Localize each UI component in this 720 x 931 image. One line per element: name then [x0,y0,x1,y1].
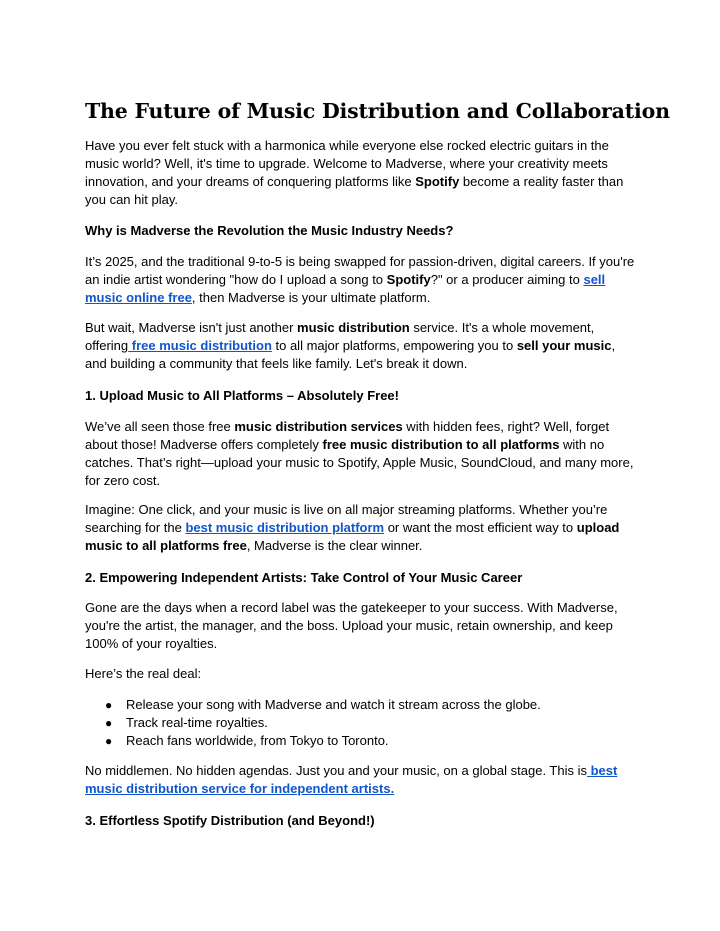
list-item-text: Reach fans worldwide, from Tokyo to Toronto. [126,733,389,748]
text-line: Imagine: One click, and your music is live on all major streaming platforms. Whether you’re [85,502,608,517]
list-item-text: Release your song with Madverse and watch it stream across the globe. [126,697,541,712]
section-heading-1: 1. Upload Music to All Platforms – Absolutely Free! [85,388,399,403]
bold-text: music distribution services [234,419,403,434]
best-music-distribution-service-link[interactable]: music distribution service for independent artists [85,781,391,796]
text-line [85,519,635,537]
text-run: , [611,338,616,353]
text-line [85,762,635,780]
bold-text: music distribution [297,320,410,335]
text-line [85,271,635,289]
text-run: or want the most efficient way to [384,520,577,535]
bold-text: free music distribution to all platforms [322,437,560,452]
text-run: offering [85,338,129,353]
text-run: service. It's a whole movement, [409,320,595,335]
section-heading-3: 3. Effortless Spotify Distribution (and Beyond!) [85,813,375,828]
text-run: about those! Madverse offers completely [85,437,323,452]
text-run: ?" or a producer aiming to [430,272,584,287]
sell-music-online-free-link[interactable]: sell [583,272,606,287]
bullet-icon: ● [105,716,113,730]
sell-music-online-free-link[interactable]: music online free [85,290,192,305]
list-item-text: Track real-time royalties. [126,715,268,730]
text-line: Have you ever felt stuck with a harmonica while everyone else rocked electric guitars in the [85,138,609,153]
list-item [85,696,541,714]
text-line: Gone are the days when a record label was the gatekeeper to your success. With Madverse, [85,600,618,615]
text-line [85,436,635,454]
text-line: music world? Well, it's time to upgrade. Welcome to Madverse, where your creativity meets [85,156,608,171]
text-run: become a reality faster than [459,174,624,189]
text-line [85,337,635,355]
section-2-paragraph-3 [85,762,635,798]
bullet-icon: ● [105,698,113,712]
why-paragraph-2 [85,319,635,373]
text-run: innovation, and your dreams of conquering platforms like [85,174,416,189]
text-run: , then Madverse is your ultimate platform. [191,290,431,305]
document-title: The Future of Music Distribution and Collaboration [85,99,670,123]
bullet-icon: ● [105,734,113,748]
text-line: for zero cost. [85,473,161,488]
best-music-distribution-service-link[interactable]: best [587,763,618,778]
text-run: with no [559,437,605,452]
text-line: catches. That’s right—upload your music to Spotify, Apple Music, SoundCloud, and many more, [85,455,634,470]
text-line [85,319,635,337]
section-2-paragraph-2: Here’s the real deal: [85,666,202,681]
text-line: and building a community that feels like family. Let's break it down. [85,356,468,371]
intro-paragraph [85,137,635,209]
why-paragraph-1 [85,253,635,307]
link-trailing-period[interactable]: . [390,781,395,796]
text-run: searching for the [85,520,186,535]
section-1-paragraph-2 [85,501,635,555]
text-line: It’s 2025, and the traditional 9-to-5 is being swapped for passion-driven, digital careers. If you're [85,254,635,269]
bold-text: upload [576,520,620,535]
text-line: 100% of your royalties. [85,636,218,651]
free-music-distribution-link[interactable]: free music distribution [128,338,272,353]
text-run: No middlemen. No hidden agendas. Just you and your music, on a global stage. This is [85,763,587,778]
section-heading-2: 2. Empowering Independent Artists: Take Control of Your Music Career [85,570,523,585]
bullet-list [85,696,541,750]
text-line: you can hit play. [85,192,178,207]
section-heading-why: Why is Madverse the Revolution the Music Industry Needs? [85,223,454,238]
bold-text: Spotify [415,174,460,189]
text-run: an indie artist wondering "how do I upload a song to [85,272,387,287]
text-run: We’ve all seen those free [85,419,235,434]
text-run: to all major platforms, empowering you to [271,338,517,353]
bold-text: Spotify [386,272,431,287]
text-line [85,418,635,436]
text-line [85,537,635,555]
list-item [85,714,541,732]
text-line [85,289,635,307]
text-run: , Madverse is the clear winner. [246,538,423,553]
bold-text: sell your music [516,338,612,353]
list-item [85,732,541,750]
best-music-distribution-platform-link[interactable]: best music distribution platform [185,520,385,535]
text-run: But wait, Madverse isn't just another [85,320,298,335]
text-line [85,173,635,191]
bold-text: music to all platforms free [85,538,247,553]
text-run: with hidden fees, right? Well, forget [402,419,610,434]
text-line: you're the artist, the manager, and the boss. Upload your music, retain ownership, and keep [85,618,613,633]
text-line [85,780,635,798]
section-1-paragraph-1 [85,418,635,490]
section-2-paragraph-1 [85,599,635,653]
